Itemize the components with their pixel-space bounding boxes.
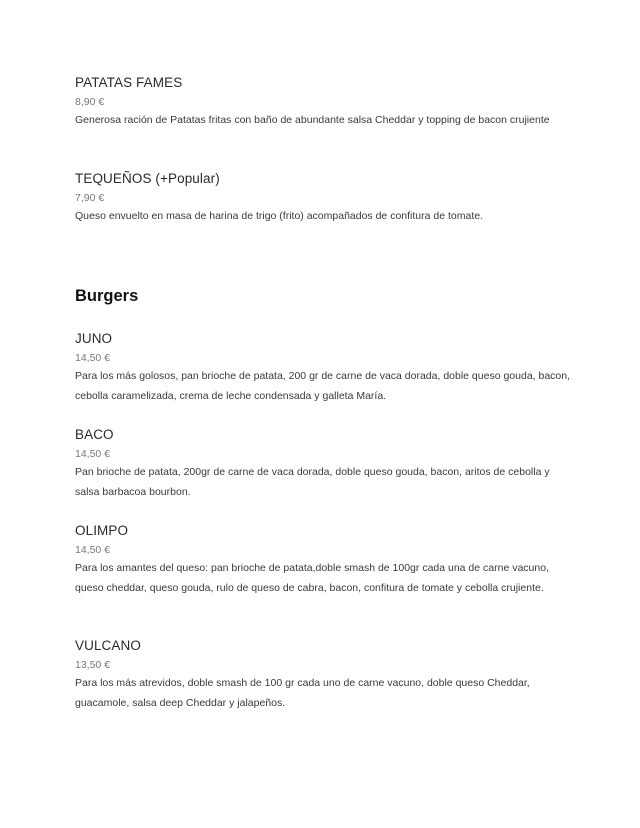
menu-item-tequenos[interactable]: [75, 170, 570, 226]
item-description: Para los más atrevidos, doble smash de 100 gr cada uno de carne vacuno, doble queso Cheddar, guacamole, salsa deep Cheddar y jalapeños.: [75, 677, 530, 709]
menu-item-baco[interactable]: [75, 426, 570, 502]
item-name: PATATAS FAMES: [75, 75, 183, 90]
item-price: 14,50 €: [75, 352, 111, 364]
item-price: 14,50 €: [75, 448, 111, 460]
item-description: Queso envuelto en masa de harina de trigo (frito) acompañados de confitura de tomate.: [75, 210, 483, 222]
menu-item-patatas-fames[interactable]: [75, 74, 570, 130]
item-name: BACO: [75, 427, 114, 442]
item-name: JUNO: [75, 331, 113, 346]
item-price: 14,50 €: [75, 544, 111, 556]
menu-item-juno[interactable]: [75, 330, 570, 406]
item-name: VULCANO: [75, 638, 141, 653]
menu-item-olimpo[interactable]: [75, 522, 570, 598]
item-price: 8,90 €: [75, 96, 105, 108]
menu-item-vulcano[interactable]: [75, 637, 570, 713]
item-description: Pan brioche de patata, 200gr de carne de vaca dorada, doble queso gouda, bacon, aritos de cebolla y salsa barbacoa bourbon.: [75, 466, 550, 498]
item-description: Para los amantes del queso: pan brioche de patata,doble smash de 100gr cada una de carne vacuno, queso cheddar, queso gouda, rulo de queso de cabra, bacon, confitura de tomate y cebolla crujiente.: [75, 562, 549, 594]
item-description: Generosa ración de Patatas fritas con baño de abundante salsa Cheddar y topping de bacon crujiente: [75, 114, 550, 126]
item-name: OLIMPO: [75, 523, 129, 538]
item-name: TEQUEÑOS (+Popular): [75, 171, 220, 186]
item-description: Para los más golosos, pan brioche de patata, 200 gr de carne de vaca dorada, doble queso gouda, bacon, cebolla caramelizada, crema de leche condensada y galleta María.: [75, 370, 571, 402]
item-price: 13,50 €: [75, 659, 111, 671]
item-price: 7,90 €: [75, 192, 105, 204]
section-title-burgers: Burgers: [75, 287, 139, 305]
